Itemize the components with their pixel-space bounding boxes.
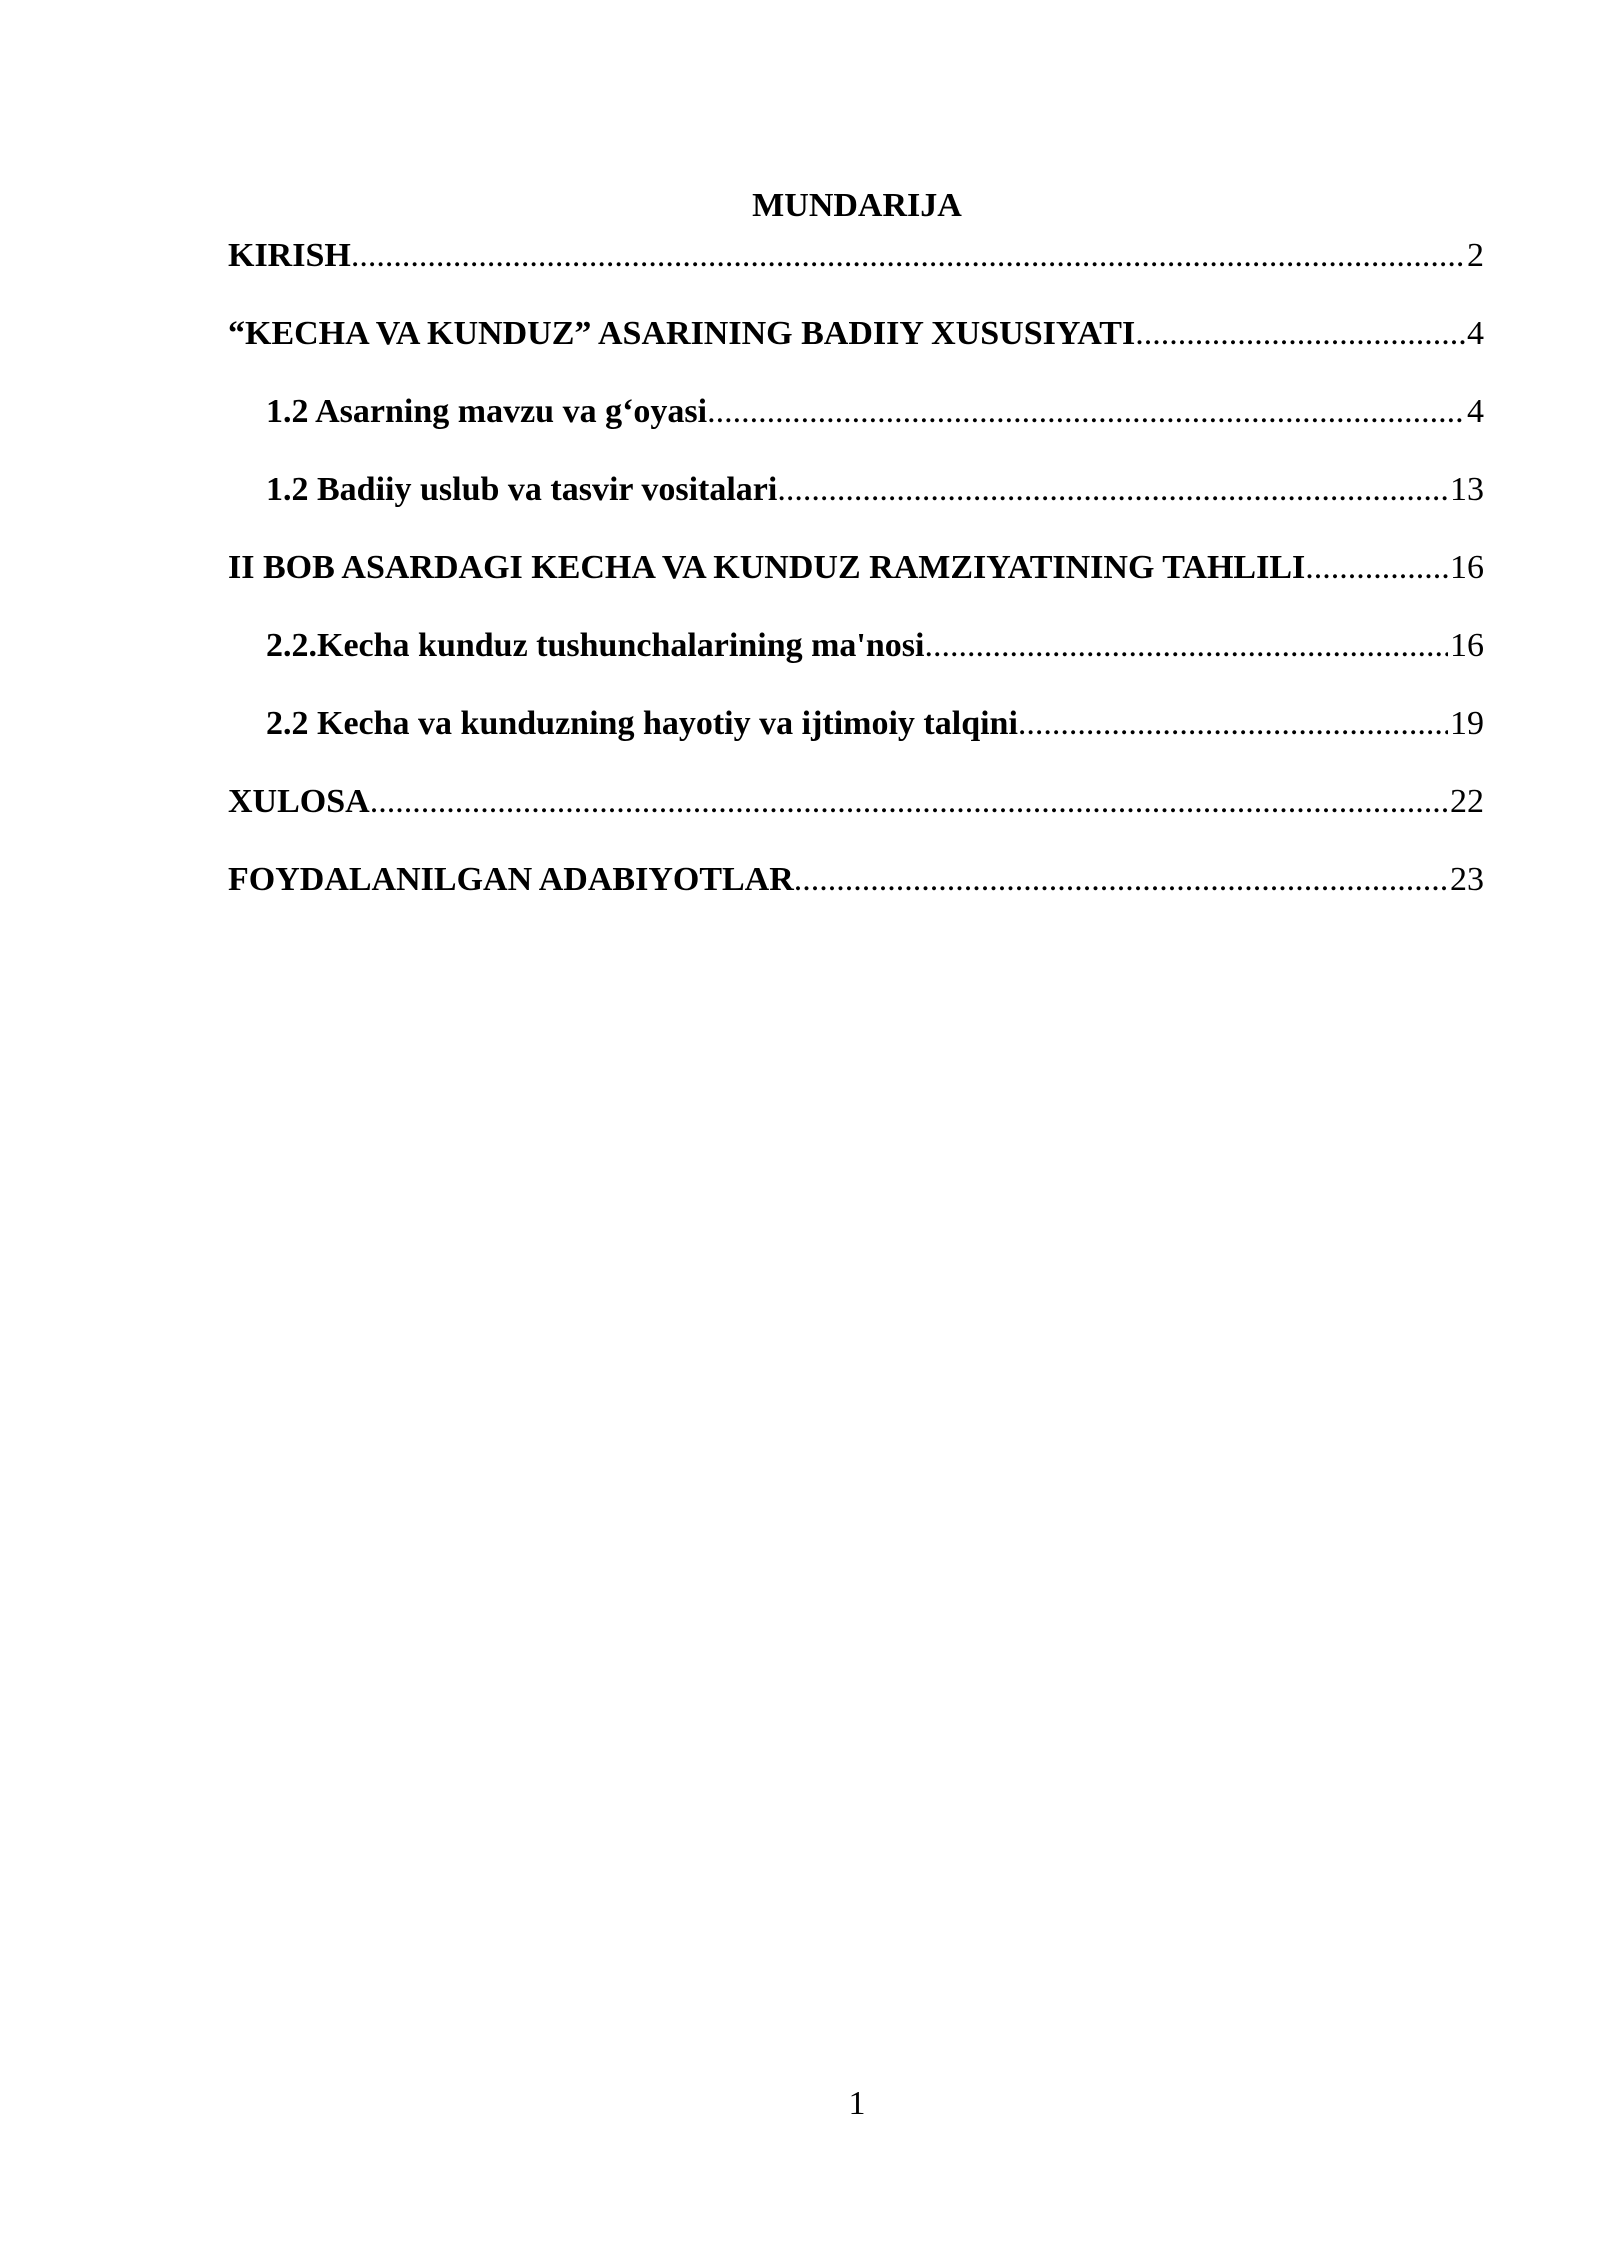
- toc-dot-leader: [351, 236, 1465, 276]
- toc-entry-label: XULOSA: [228, 783, 370, 820]
- toc-entry-page: 23: [1450, 861, 1484, 898]
- toc-entry-page: 4: [1467, 393, 1484, 430]
- toc-entry-label: 2.2 Kecha va kunduzning hayotiy va ijtimoiy talqini: [266, 705, 1018, 742]
- toc-entry-label: 1.2 Asarning mavzu va g‘oyasi: [266, 393, 708, 430]
- toc-entry-section-2-2[interactable]: [228, 704, 1484, 782]
- toc-entry-page: 4: [1467, 315, 1484, 352]
- toc-entry-label: II BOB ASARDAGI KECHA VA KUNDUZ RAMZIYATINING TAHLILI: [228, 549, 1306, 586]
- table-of-contents: [228, 236, 1484, 938]
- toc-entry-label: KIRISH: [228, 237, 351, 274]
- toc-dot-leader: [777, 470, 1448, 510]
- toc-entry-chapter-2[interactable]: [228, 548, 1484, 626]
- toc-dot-leader: [1135, 314, 1465, 354]
- toc-entry-xulosa[interactable]: [228, 782, 1484, 860]
- toc-entry-page: 16: [1450, 627, 1484, 664]
- toc-dot-leader: [707, 392, 1465, 432]
- toc-entry-section-1-1[interactable]: [228, 392, 1484, 470]
- page-number: 1: [848, 2085, 866, 2122]
- toc-entry-label: FOYDALANILGAN ADABIYOTLAR: [228, 861, 794, 898]
- toc-entry-chapter-1[interactable]: [228, 314, 1484, 392]
- toc-dot-leader: [1018, 704, 1448, 744]
- toc-entry-page: 19: [1450, 705, 1484, 742]
- toc-dot-leader: [370, 782, 1448, 822]
- toc-dot-leader: [1305, 548, 1448, 588]
- toc-entry-kirish[interactable]: [228, 236, 1484, 314]
- toc-entry-section-2-1[interactable]: [228, 626, 1484, 704]
- toc-entry-label: 2.2.Kecha kunduz tushunchalarining ma'nosi: [266, 627, 925, 664]
- toc-title: MUNDARIJA: [752, 187, 962, 224]
- toc-entry-page: 2: [1467, 237, 1484, 274]
- toc-entry-label: “KECHA VA KUNDUZ” ASARINING BADIIY XUSUSIYATI: [228, 315, 1136, 352]
- toc-entry-page: 16: [1450, 549, 1484, 586]
- toc-dot-leader: [794, 860, 1448, 900]
- toc-entry-references[interactable]: [228, 860, 1484, 938]
- toc-entry-label: 1.2 Badiiy uslub va tasvir vositalari: [266, 471, 778, 508]
- toc-dot-leader: [924, 626, 1448, 666]
- toc-entry-page: 22: [1450, 783, 1484, 820]
- toc-entry-page: 13: [1450, 471, 1484, 508]
- toc-entry-section-1-2[interactable]: [228, 470, 1484, 548]
